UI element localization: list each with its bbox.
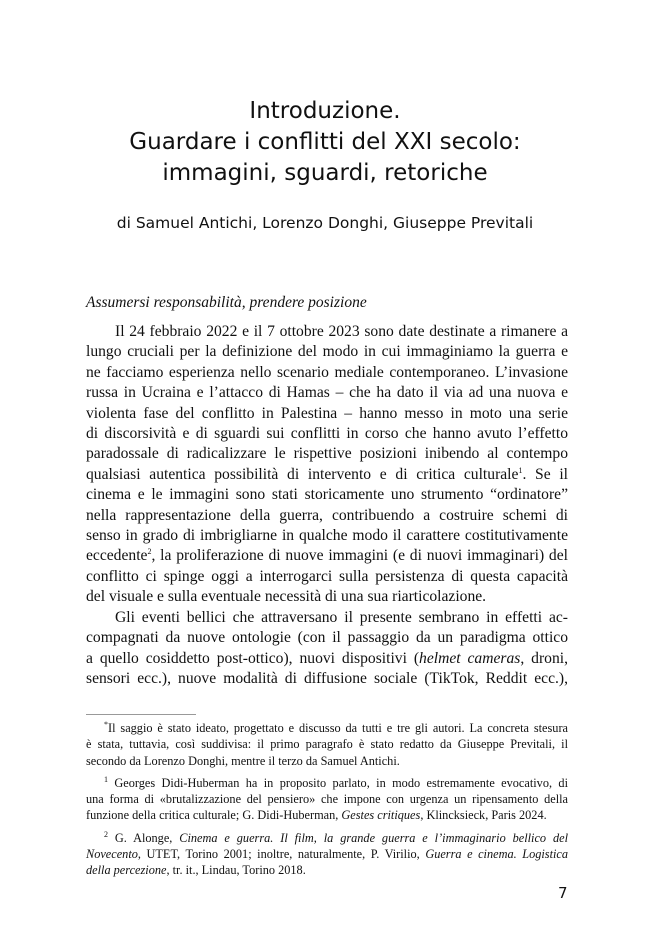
footnotes (86, 720, 568, 885)
italic-title: Cinema e guerra. Il film, la grande guerra e l’immaginario bellico del (179, 830, 568, 845)
section-heading: Assumersi responsabilità, prendere posizione (86, 294, 367, 311)
footnote-mark: 1 (104, 774, 108, 784)
text-run: funzione della critica culturale; G. Didi-Huberman, (86, 808, 342, 823)
text-line (86, 465, 568, 485)
text-line: conflitto ci spinge oggi a interrogarci sulla persistenza di questa capacità (86, 567, 568, 585)
text-line: nella rappresentazione della guerra, contribuendo a costruire schemi di (86, 506, 568, 524)
text-line: Gli eventi bellici che attraversano il presente sembrano in effetti ac- (115, 608, 568, 626)
footnote-1 (86, 775, 568, 824)
footnote-mark: 2 (104, 829, 108, 839)
italic-term: helmet cameras (419, 649, 521, 667)
body-text (86, 322, 568, 689)
text-run: a quello cosiddetto post-ottico), nuovi dispositivi ( (86, 649, 420, 667)
title-line-1: Introduzione. (249, 98, 401, 124)
text-run: eccedente (86, 547, 148, 565)
text-line (86, 546, 568, 566)
text-run: , tr. it., Lindau, Torino 2018. (166, 863, 306, 878)
text-line (86, 862, 568, 878)
text-line: di discorsività e di sguardi sui conflitti in corso che hanno avuto l’effetto (86, 425, 568, 443)
text-line (86, 720, 568, 736)
italic-title: Guerra e cinema. Logistica (425, 847, 569, 862)
text-line: ne facciamo esperienza nello scenario mediale contemporaneo. L’invasione (86, 363, 568, 381)
text-run: , la proliferazione di nuove immagini (e di nuovi immaginari) del (151, 547, 568, 565)
text-line (86, 807, 568, 823)
italic-title: Novecento (86, 847, 138, 862)
footnote-star (86, 720, 568, 769)
text-run: Georges Didi-Huberman ha in proposito parlato, in modo estremamente evocativo, di (114, 775, 568, 790)
text-line: è stata, tuttavia, così suddivisa: il primo paragrafo è stato redatto da Giuseppe Previtali, il (86, 737, 568, 752)
footnote-mark: * (104, 719, 108, 729)
text-line (86, 846, 568, 862)
chapter-title (0, 96, 650, 189)
text-line (86, 775, 568, 791)
text-line: compagnati da nuove ontologie (con il passaggio da un paradigma ottico (86, 629, 568, 647)
text-run: , Klincksieck, Paris 2024. (420, 808, 547, 823)
text-line: russa in Ucraina e l’attacco di Hamas – che ha dato il via ad una nuova e (86, 384, 568, 402)
text-line: una forma di «brutalizzazione del pensiero» che impone con urgenza un ripensamento della (86, 792, 568, 807)
text-line: violenta fase del conflitto in Palestina – hanno messo in moto una serie (86, 404, 568, 422)
text-line (86, 649, 568, 669)
italic-title: della percezione (86, 863, 167, 878)
text-line: secondo da Lorenzo Donghi, mentre il terzo da Samuel Antichi. (86, 753, 400, 768)
text-run: , UTET, Torino 2001; inoltre, naturalmente, P. Virilio, (137, 847, 426, 862)
text-run: , droni, (520, 649, 568, 667)
text-run: . Se il (522, 465, 568, 483)
text-line: paradossale di radicalizzare le rispettive posizioni inibendo al contempo (86, 445, 568, 463)
text-line: lungo cruciali per la definizione del modo in cui immaginiamo la guerra e (86, 343, 568, 361)
paragraph-1 (86, 322, 568, 608)
page-number: 7 (558, 884, 568, 902)
footnote-2 (86, 830, 568, 879)
text-line: cinema e le immagini sono stati storicamente uno strumento “ordinatore” (86, 486, 568, 504)
title-line-2: Guardare i conflitti del XXI secolo: (129, 129, 521, 155)
italic-title: Gestes critiques (341, 808, 421, 823)
text-line (86, 830, 568, 846)
text-line: Il 24 febbraio 2022 e il 7 ottobre 2023 sono date destinate a rimanere a (115, 323, 568, 340)
footnote-ref-1: 1 (518, 465, 523, 475)
text-line: sensori ecc.), nuove modalità di diffusione sociale (TikTok, Reddit ecc.), (86, 669, 568, 687)
footnote-ref-2: 2 (147, 547, 152, 557)
text-run: G. Alonge, (114, 830, 180, 845)
footnote-separator (86, 714, 196, 715)
text-line: senso in grado di imbrigliarne in qualche modo il carattere costitutivamente (86, 527, 568, 545)
text-line: del visuale e sulla eventuale necessità di una sua riarticolazione. (86, 588, 487, 606)
text-run: qualsiasi autentica possibilità di intervento e di critica culturale (86, 465, 519, 483)
title-line-3: immagini, sguardi, retoriche (162, 160, 488, 186)
text-run: Il saggio è stato ideato, progettato e discusso da tutti e tre gli autori. La concreta stesura (108, 721, 568, 735)
authors-byline: di Samuel Antichi, Lorenzo Donghi, Giuseppe Previtali (116, 214, 534, 232)
paragraph-2 (86, 608, 568, 690)
